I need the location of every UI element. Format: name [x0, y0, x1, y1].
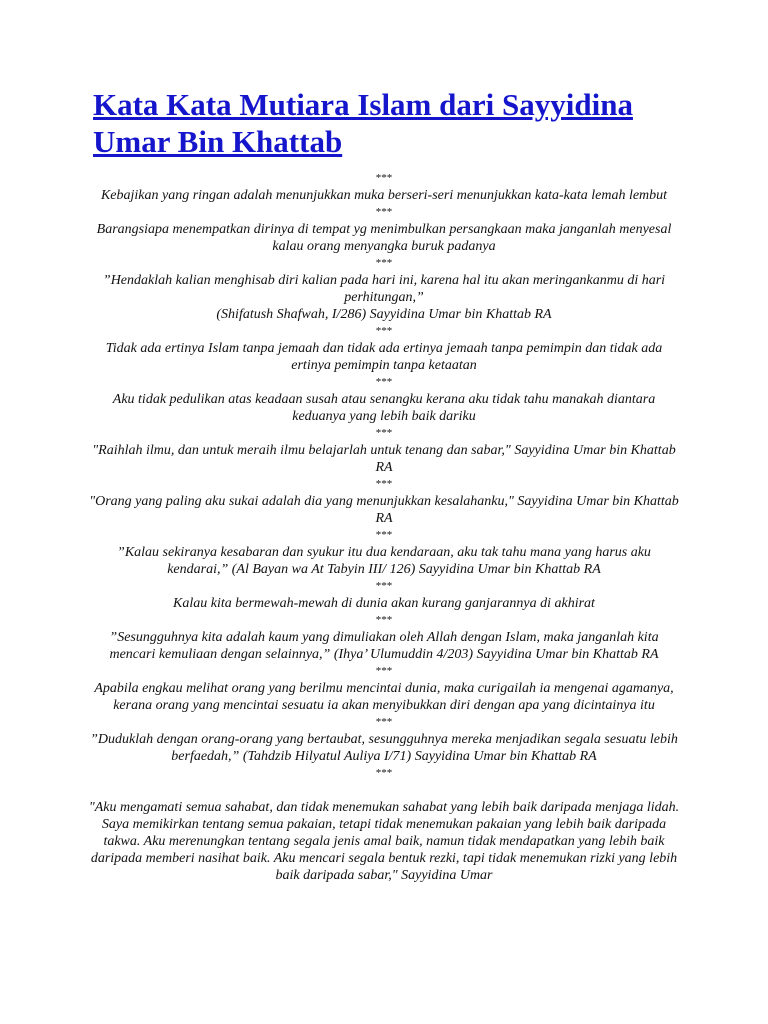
- quote-9: Kalau kita bermewah-mewah di dunia akan kurang ganjarannya di akhirat: [173, 596, 595, 611]
- quote-8: ”Kalau sekiranya kesabaran dan syukur itu dua kendaraan, aku tak tahu mana yang harus aku kendarai,” (Al Bayan wa At Tabyin III/ 126) Sayyidina Umar bin Khattab RA: [117, 545, 651, 577]
- quotes-list: [88, 170, 680, 884]
- separator: ***: [375, 767, 393, 779]
- separator: ***: [375, 716, 393, 728]
- quote-12: ”Duduklah dengan orang-orang yang bertaubat, sesungguhnya mereka menjadikan segala sesuatu lebih berfaedah,” (Tahdzib Hilyatul Auliya I/71) Sayyidina Umar bin Khattab RA: [90, 732, 678, 764]
- quote-1: Kebajikan yang ringan adalah menunjukkan muka berseri-seri menunjukkan kata-kata lemah lembut: [100, 188, 668, 203]
- separator: ***: [375, 529, 393, 541]
- quote-10: ”Sesungguhnya kita adalah kaum yang dimuliakan oleh Allah dengan Islam, maka janganlah kita mencari kemuliaan dengan selainnya,” (Ihya’ Ulumuddin 4/203) Sayyidina Umar bin Khattab RA: [109, 630, 659, 662]
- quote-7: "Orang yang paling aku sukai adalah dia yang menunjukkan kesalahanku," Sayyidina Umar bin Khattab RA: [89, 494, 679, 526]
- quote-13: "Aku mengamati semua sahabat, dan tidak menemukan sahabat yang lebih baik daripada menjaga lidah. Saya memikirkan tentang semua pakaian, tetapi tidak menemukan pakaian yang lebih baik daripada takwa. Aku merenungkan tentang segala jenis amal baik, namun tidak mendapatkan yang lebih baik daripada memberi nasihat baik. Aku mencari segala bentuk rezki, tapi tidak menemukan rizki yang lebih baik daripada sabar," Sayyidina Umar: [88, 800, 680, 883]
- separator: ***: [375, 665, 393, 677]
- separator: ***: [375, 376, 393, 388]
- quote-3-source: (Shifatush Shafwah, I/286) Sayyidina Umar bin Khattab RA: [216, 307, 552, 322]
- paragraph-gap: [88, 782, 680, 799]
- separator: ***: [375, 427, 393, 439]
- separator: ***: [375, 206, 393, 218]
- separator: ***: [375, 325, 393, 337]
- separator: ***: [375, 614, 393, 626]
- quote-6: "Raihlah ilmu, dan untuk meraih ilmu belajarlah untuk tenang dan sabar," Sayyidina Umar bin Khattab RA: [92, 443, 676, 475]
- quote-4: Tidak ada ertinya Islam tanpa jemaah dan tidak ada ertinya jemaah tanpa pemimpin dan tidak ada ertinya pemimpin tanpa ketaatan: [105, 341, 663, 373]
- quote-3: ”Hendaklah kalian menghisab diri kalian pada hari ini, karena hal itu akan meringankanmu di hari perhitungan,”: [102, 273, 666, 305]
- separator: ***: [375, 257, 393, 269]
- quote-11: Apabila engkau melihat orang yang berilmu mencintai dunia, maka curigailah ia mengenai agamanya, kerana orang yang mencintai sesuatu ia akan menyibukkan diri dengan apa yang dicintainya itu: [94, 681, 674, 713]
- quote-2: Barangsiapa menempatkan dirinya di tempat yg menimbulkan persangkaan maka janganlah menyesal kalau orang menyangka buruk padanya: [96, 222, 672, 254]
- separator: ***: [375, 580, 393, 592]
- separator: ***: [375, 478, 393, 490]
- quote-5: Aku tidak pedulikan atas keadaan susah atau senangku kerana aku tidak tahu manakah diantara keduanya yang lebih baik dariku: [112, 392, 656, 424]
- separator: ***: [375, 172, 393, 184]
- page-title[interactable]: Kata Kata Mutiara Islam dari Sayyidina Umar Bin Khattab: [93, 87, 633, 159]
